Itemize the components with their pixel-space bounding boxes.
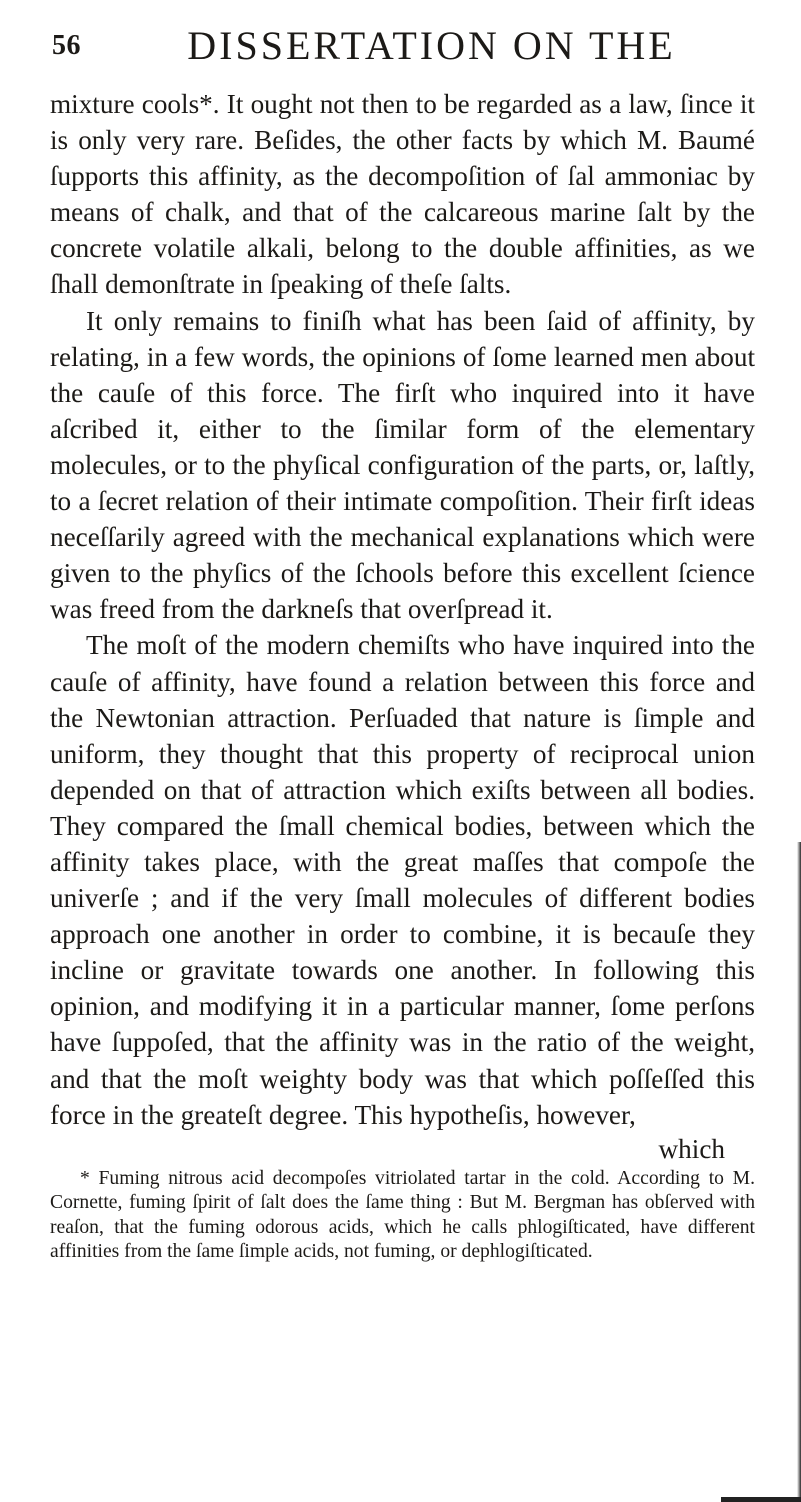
paragraph-3: The moſt of the modern chemiſts who have inquired into the cauſe of affinity, have found a relation between this force and the Newtonian attraction. Perſuaded that nature is ſimple and uniform, they thought that this property of reciprocal union depended on that of attraction which exiſts between all bodies. They compared the ſmall chemical bodies, between which the affinity takes place, with the great maſſes that compoſe the univerſe ; and if the very ſmall molecules of different bodies approach one another in order to combine, it is becauſe they incline or gravitate towards one another. In following this opinion, and modifying it in a particular manner, ſome perſons have ſuppoſed, that the affinity was in the ratio of the weight, and that the moſt weighty body was that which poſſeſſed this force in the greateſt degree. This hypotheſis, however, <box>50 630 755 1130</box>
footnote <box>50 1167 755 1265</box>
page-number: 56 <box>52 30 81 61</box>
page-header <box>50 22 755 86</box>
page-edge-shadow <box>797 842 801 1502</box>
catchword: which <box>658 1133 725 1164</box>
main-text <box>50 86 755 1133</box>
footnote-text: * Fuming nitrous acid decompoſes vitriolated tartar in the cold. According to M. Cornette, fuming ſpirit of ſalt does the ſame thing : But M. Bergman has obſerved with reaſon, that the fuming odorous acids, which he calls phlogiſticated, have different affinities from the ſame ſimple acids, not fuming, or dephlogiſticated. <box>50 1167 755 1263</box>
paragraph-1: mixture cools*. It ought not then to be regarded as a law, ſince it is only very rare. Beſides, the other facts by which M. Baumé ſupports this affinity, as the decompoſition of ſal ammoniac by means of chalk, and that of the calcareous marine ſalt by the concrete volatile alkali, belong to the double affinities, as we ſhall demonſtrate in ſpeaking of theſe ſalts. <box>50 89 755 300</box>
bottom-edge-mark <box>721 1497 801 1502</box>
running-head: DISSERTATION ON THE <box>187 23 676 68</box>
book-page <box>0 22 801 1502</box>
paragraph-2: It only remains to finiſh what has been ſaid of affinity, by relating, in a few words, the opinions of ſome learned men about the cauſe of this force. The firſt who inquired into it have aſcribed it, either to the ſimilar form of the elementary molecules, or to the phyſical configuration of the parts, or, laſtly, to a ſecret relation of their intimate compoſition. Their firſt ideas neceſſarily agreed with the mechanical explanations which were given to the phyſics of the ſchools before this excellent ſcience was freed from the darkneſs that overſpread it. <box>50 305 755 625</box>
